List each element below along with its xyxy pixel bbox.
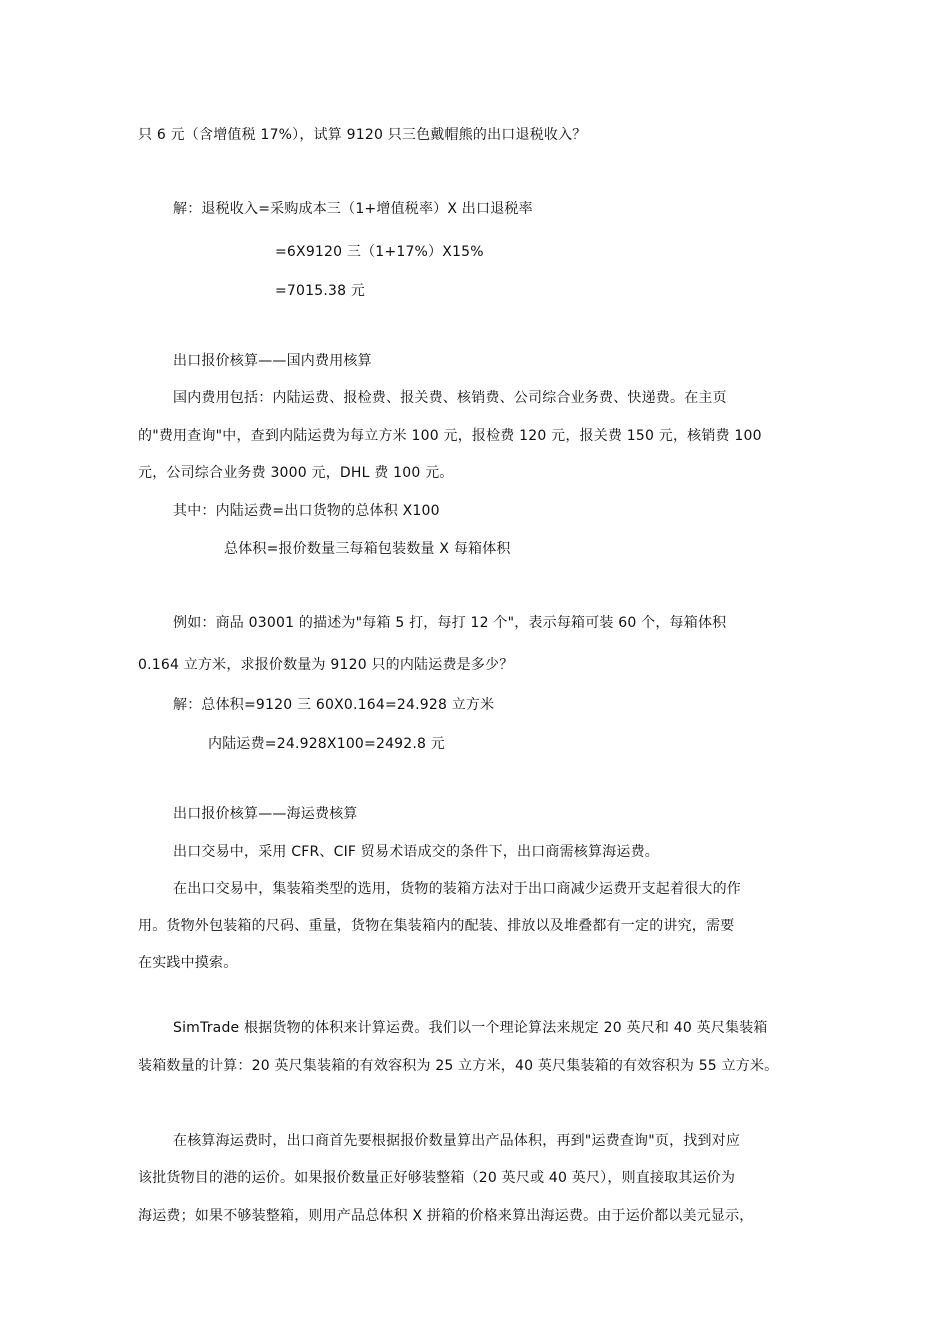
- paragraph-sea-1: 出口交易中，采用 CFR、CIF 贸易术语成交的条件下，出口商需核算海运费。: [173, 844, 660, 860]
- solution-line-1: 解：退税收入=采购成本三（1+增值税率）X 出口退税率: [173, 201, 533, 217]
- paragraph-domestic-2: 的"费用查询"中，查到内陆运费为每立方米 100 元，报检费 120 元，报关费 150 元，核销费 100: [138, 428, 762, 444]
- example-solution-2: 内陆运费=24.928X100=2492.8 元: [208, 736, 445, 752]
- paragraph-simtrade-1: SimTrade 根据货物的体积来计算运费。我们以一个理论算法来规定 20 英尺和 40 英尺集装箱: [173, 1020, 768, 1036]
- section-heading-domestic-costs: 出口报价核算——国内费用核算: [173, 353, 372, 369]
- paragraph-domestic-1: 国内费用包括：内陆运费、报检费、报关费、核销费、公司综合业务费、快递费。在主页: [173, 390, 727, 406]
- example-line-2: 0.164 立方米，求报价数量为 9120 只的内陆运费是多少？: [138, 657, 514, 673]
- paragraph-sea-3: 用。货物外包装箱的尺码、重量，货物在集装箱内的配装、排放以及堆叠都有一定的讲究，需要: [138, 918, 735, 934]
- text-line-1: 只 6 元（含增值税 17%），试算 9120 只三色戴帽熊的出口退税收入？: [138, 127, 587, 143]
- formula-line-1: =6X9120 三（1+17%）X15%: [275, 244, 484, 260]
- example-solution-1: 解：总体积=9120 三 60X0.164=24.928 立方米: [173, 697, 495, 713]
- paragraph-domestic-3: 元，公司综合业务费 3000 元，DHL 费 100 元。: [138, 465, 454, 481]
- paragraph-sea-2: 在出口交易中，集装箱类型的选用，货物的装箱方法对于出口商减少运费开支起着很大的作: [173, 881, 741, 897]
- formula-line-2: =7015.38 元: [275, 283, 366, 299]
- paragraph-calc-2: 该批货物目的港的运价。如果报价数量正好够装整箱（20 英尺或 40 英尺），则直接取其运价为: [138, 1170, 736, 1186]
- formula-inland-freight: 其中：内陆运费=出口货物的总体积 X100: [173, 503, 440, 519]
- formula-total-volume: 总体积=报价数量三每箱包装数量 X 每箱体积: [224, 541, 511, 557]
- paragraph-simtrade-2: 装箱数量的计算：20 英尺集装箱的有效容积为 25 立方米，40 英尺集装箱的有效容积为 55 立方米。: [138, 1058, 779, 1074]
- section-heading-sea-freight: 出口报价核算——海运费核算: [173, 806, 358, 822]
- paragraph-calc-1: 在核算海运费时，出口商首先要根据报价数量算出产品体积，再到"运费查询"页，找到对应: [173, 1133, 741, 1149]
- paragraph-calc-3: 海运费；如果不够装整箱，则用产品总体积 X 拼箱的价格来算出海运费。由于运价都以美元显示，: [138, 1208, 754, 1224]
- example-line-1: 例如：商品 03001 的描述为"每箱 5 打，每打 12 个"，表示每箱可装 60 个，每箱体积: [173, 615, 727, 631]
- paragraph-sea-4: 在实践中摸索。: [138, 955, 238, 971]
